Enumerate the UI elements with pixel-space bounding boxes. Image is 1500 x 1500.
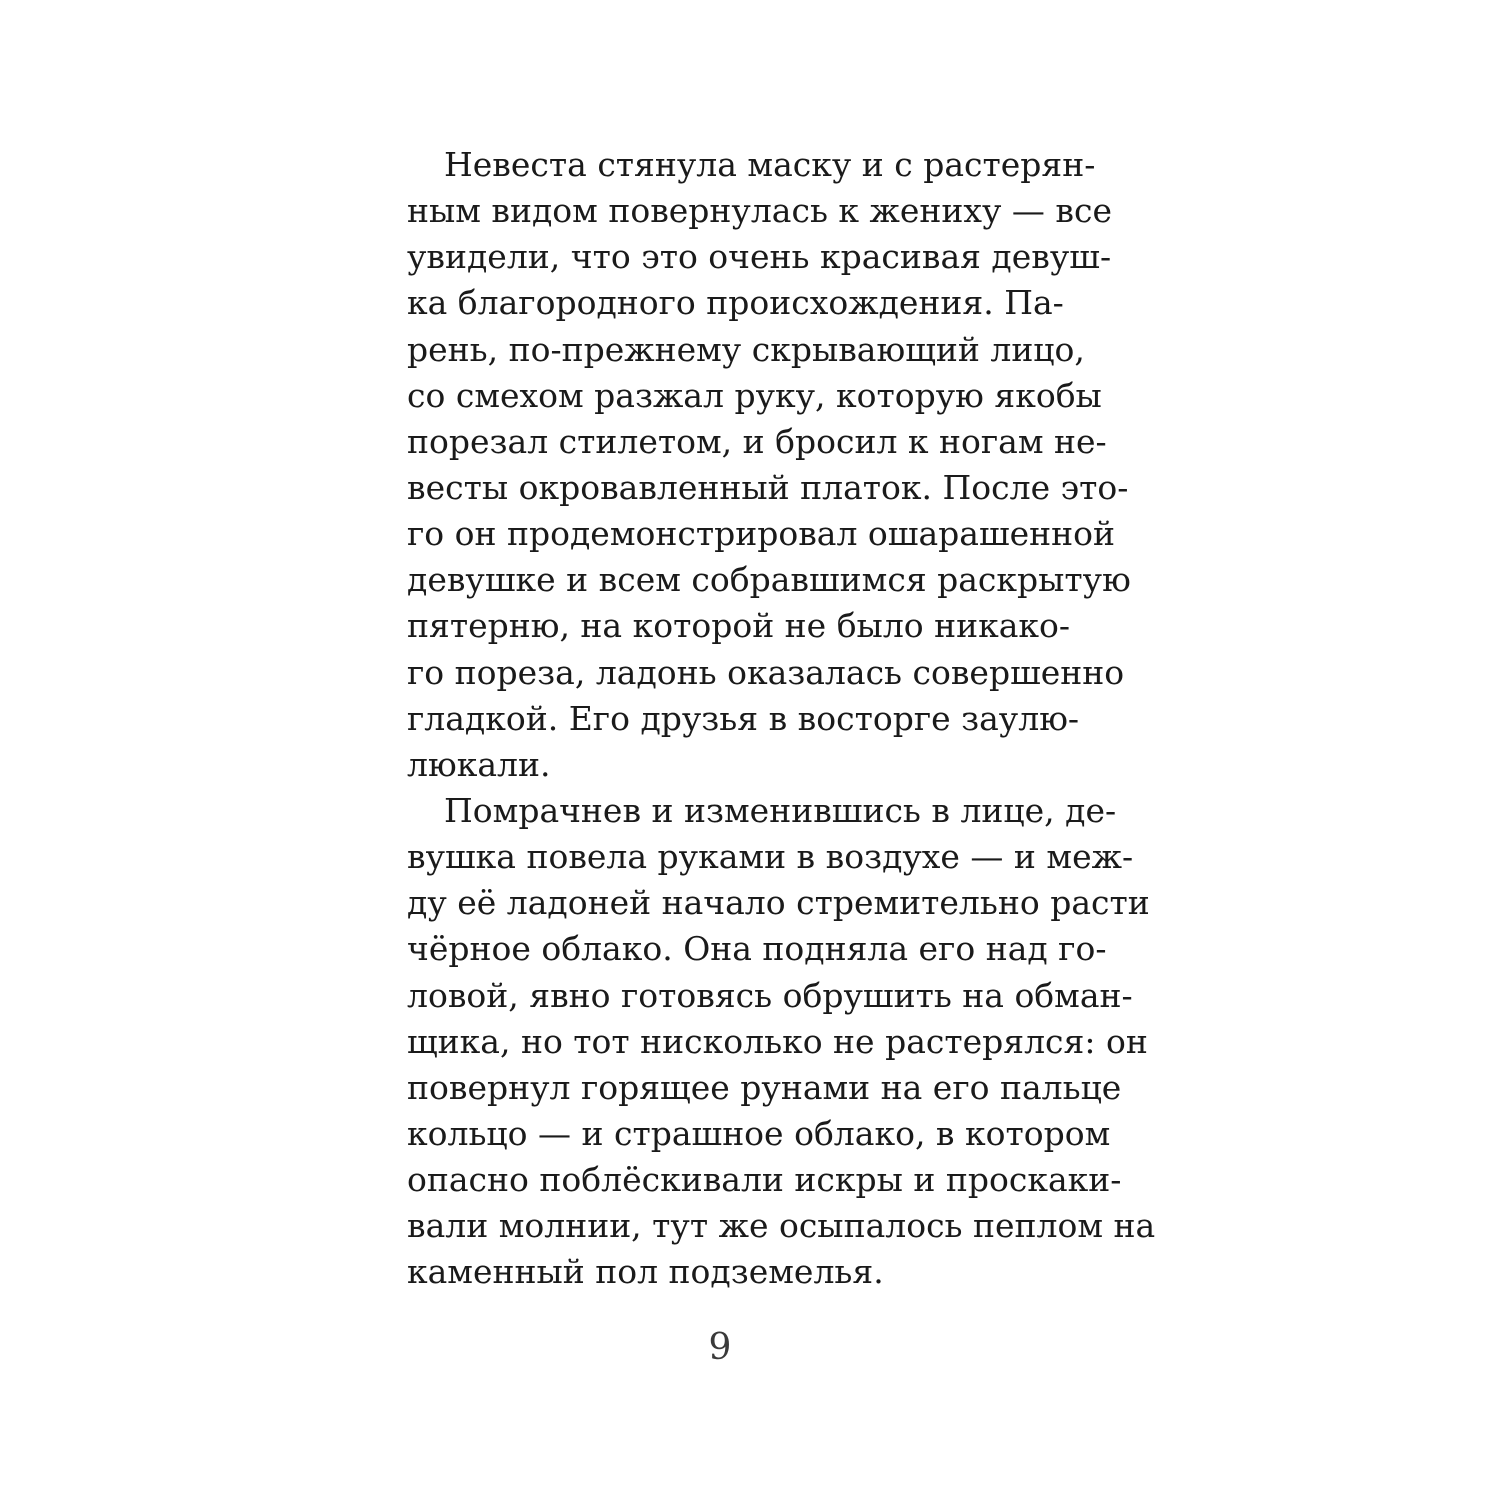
text-line: Невеста стянула маску и с растерян- bbox=[444, 145, 1096, 184]
text-line: го пореза, ладонь оказалась совершенно bbox=[407, 652, 1125, 692]
text-line: Помрачнев и изменившись в лице, де- bbox=[444, 790, 1117, 830]
text-line: весты окровавленный платок. После это- bbox=[407, 467, 1129, 507]
paragraph-1 bbox=[407, 137, 1131, 784]
text-line: ка благородного происхождения. Па- bbox=[407, 283, 1064, 323]
text-line: вушка повела руками в воздухе — и меж- bbox=[407, 837, 1134, 877]
text-line: пятерню, на которой не было никако- bbox=[407, 606, 1071, 646]
text-line: со смехом разжал руку, которую якобы bbox=[407, 375, 1102, 415]
text-line: кольцо — и страшное облако, в котором bbox=[407, 1113, 1111, 1153]
page-number: 9 bbox=[708, 1327, 732, 1368]
text-line: ду её ладоней начало стремительно расти bbox=[407, 883, 1150, 923]
paragraph-2 bbox=[407, 783, 1156, 1292]
text-line: го он продемонстрировал ошарашенной bbox=[407, 514, 1116, 554]
text-line: ным видом повернулась к жениху — все bbox=[407, 191, 1113, 231]
text-line: каменный пол подземелья. bbox=[407, 1252, 884, 1292]
text-line: гладкой. Его друзья в восторге заулю- bbox=[407, 698, 1080, 738]
text-line: увидели, что это очень красивая девуш- bbox=[407, 237, 1112, 277]
text-line: порезал стилетом, и бросил к ногам не- bbox=[407, 421, 1107, 461]
text-line: рень, по-прежнему скрывающий лицо, bbox=[407, 329, 1085, 369]
text-line: девушке и всем собравшимся раскрытую bbox=[407, 560, 1131, 600]
text-line: чёрное облако. Она подняла его над го- bbox=[407, 929, 1107, 969]
text-line: ловой, явно готовясь обрушить на обман- bbox=[407, 975, 1133, 1015]
text-line: щика, но тот нисколько не растерялся: он bbox=[407, 1021, 1148, 1061]
text-line: вали молнии, тут же осыпалось пеплом на bbox=[407, 1206, 1156, 1246]
body-text bbox=[407, 137, 1156, 1292]
text-line: повернул горящее рунами на его пальце bbox=[407, 1067, 1122, 1107]
text-line: опасно поблёскивали искры и проскаки- bbox=[407, 1160, 1122, 1200]
text-line: люкали. bbox=[407, 744, 551, 784]
